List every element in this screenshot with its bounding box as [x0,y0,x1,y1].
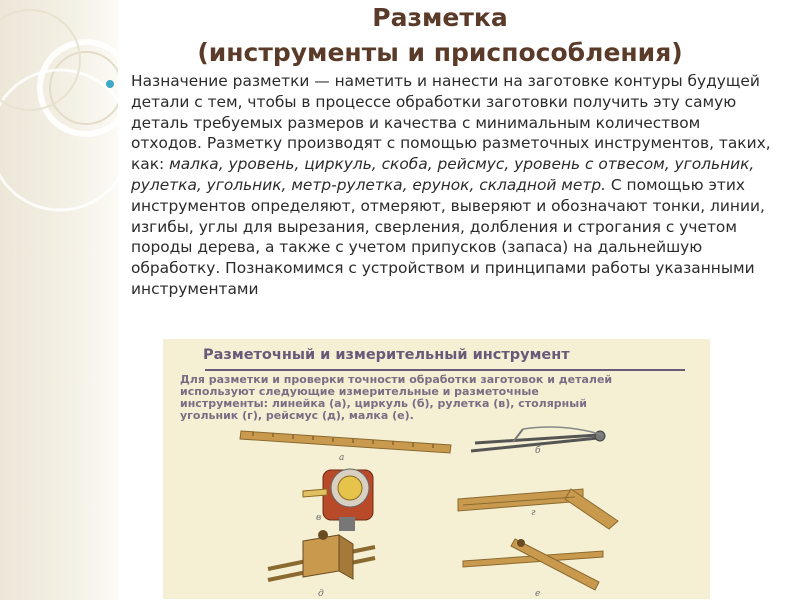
decorative-ribbon [0,0,118,600]
figure-desc-line: угольник (г), рейсмус (д), малка (е). [180,409,414,422]
bullet-icon [106,80,114,88]
marking-gauge-icon [268,530,375,580]
figure-heading: Разметочный и измерительный инструмент [203,347,570,363]
label-b: б [535,446,541,456]
label-e: е [535,589,541,599]
carpenter-square-icon [458,489,618,529]
label-d: д [318,589,324,599]
label-g: г [531,508,536,518]
figure-desc-line: используют следующие измерительные и разметочные [180,385,539,398]
body-paragraph [131,71,776,300]
body-text-part2: С помощью этих инструментов определяют, отмеряют, выверяют и обозначают тонки, линии, изгибы, углы для вырезания, сверления, долбления и строгания с учетом породы дерева, а также с учетом припусков (запаса) на дальнейшую обработку. Познакомимся с устройством и принципами работы указанными инструментами [131,175,765,298]
sliding-bevel-icon [463,539,603,590]
tools-list-italic: малка, уровень, циркуль, скоба, рейсмус, уровень с отвесом, угольник, рулетка, угольник, метр-рулетка, ерунок, складной метр. [131,155,755,194]
label-v: в [316,513,322,523]
figure-desc-line: инструменты: линейка (а), циркуль (б), рулетка (в), столярный [180,397,587,410]
label-a: а [339,453,345,463]
decorative-circles [0,0,118,600]
ruler-icon [240,431,451,453]
tape-measure-icon [303,469,373,531]
slide-subtitle: (инструменты и приспособления) [197,38,683,67]
tools-illustration [163,339,710,599]
tools-drawing [163,339,710,599]
slide-title: Разметка [372,3,508,32]
body-text-part1: Назначение разметки — наметить и нанести на заготовке контуры будущей детали с тем, чтобы в процессе обработки заготовки получить эту самую деталь требуемых размеров и качества с минимальным количеством отходов. Разметку производят с помощью разметочных инструментов, таких, как: [131,72,771,174]
figure-desc-line: Для разметки и проверки точности обработки заготовок и деталей [180,373,613,386]
